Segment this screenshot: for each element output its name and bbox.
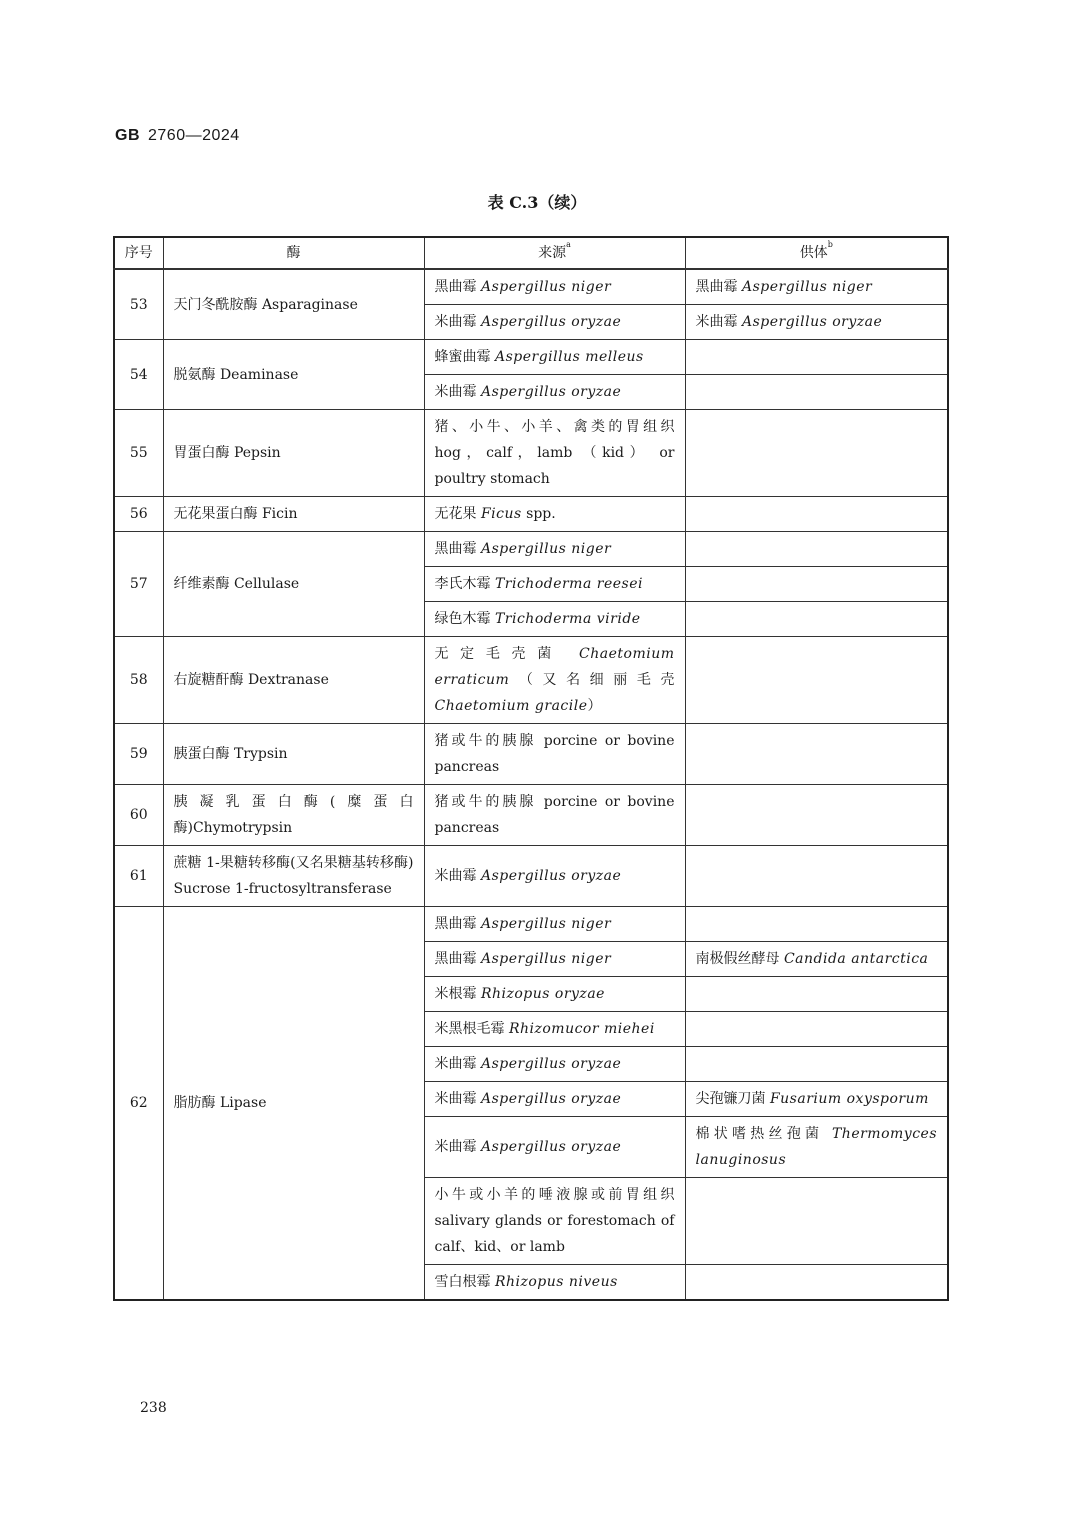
cell-source: 黑曲霉 Aspergillus niger — [424, 269, 685, 305]
cell-source: 米黑根毛霉 Rhizomucor miehei — [424, 1012, 685, 1047]
cell-donor: 米曲霉 Aspergillus oryzae — [685, 305, 948, 340]
cell-number: 55 — [114, 410, 163, 497]
cell-enzyme: 胰蛋白酶 Trypsin — [163, 724, 424, 785]
cell-enzyme: 纤维素酶 Cellulase — [163, 532, 424, 637]
cell-donor — [685, 497, 948, 532]
cell-source: 米曲霉 Aspergillus oryzae — [424, 1047, 685, 1082]
cell-enzyme: 胃蛋白酶 Pepsin — [163, 410, 424, 497]
table-row — [114, 532, 948, 567]
cell-enzyme: 无花果蛋白酶 Ficin — [163, 497, 424, 532]
cell-source: 黑曲霉 Aspergillus niger — [424, 532, 685, 567]
standard-code: GB — [115, 127, 140, 144]
cell-number: 53 — [114, 269, 163, 340]
cell-number: 60 — [114, 785, 163, 846]
cell-donor — [685, 567, 948, 602]
cell-donor — [685, 340, 948, 375]
table-row — [114, 907, 948, 942]
cell-donor: 棉状嗜热丝孢菌 Thermomyces lanuginosus — [685, 1117, 948, 1178]
cell-source: 雪白根霉 Rhizopus niveus — [424, 1265, 685, 1301]
cell-enzyme: 右旋糖酐酶 Dextranase — [163, 637, 424, 724]
cell-source: 米曲霉 Aspergillus oryzae — [424, 1082, 685, 1117]
table-row — [114, 410, 948, 497]
cell-donor — [685, 1012, 948, 1047]
table-row — [114, 497, 948, 532]
cell-source: 蜂蜜曲霉 Aspergillus melleus — [424, 340, 685, 375]
table-row — [114, 846, 948, 907]
cell-source: 米曲霉 Aspergillus oryzae — [424, 375, 685, 410]
cell-donor — [685, 375, 948, 410]
cell-donor — [685, 724, 948, 785]
table-row — [114, 340, 948, 375]
cell-donor: 南极假丝酵母 Candida antarctica — [685, 942, 948, 977]
col-header-enzyme: 酶 — [163, 237, 424, 269]
cell-enzyme: 脂肪酶 Lipase — [163, 907, 424, 1301]
cell-donor — [685, 846, 948, 907]
cell-source: 猪、小牛、小羊、禽类的胃组织 hog，calf，lamb （kid） or poultry stomach — [424, 410, 685, 497]
cell-donor — [685, 1178, 948, 1265]
standard-header — [115, 127, 240, 145]
cell-enzyme: 蔗糖 1-果糖转移酶(又名果糖基转移酶) Sucrose 1-fructosyltransferase — [163, 846, 424, 907]
cell-donor: 黑曲霉 Aspergillus niger — [685, 269, 948, 305]
table-row — [114, 637, 948, 724]
cell-number: 54 — [114, 340, 163, 410]
cell-source: 李氏木霉 Trichoderma reesei — [424, 567, 685, 602]
cell-number: 58 — [114, 637, 163, 724]
cell-source: 米根霉 Rhizopus oryzae — [424, 977, 685, 1012]
cell-number: 57 — [114, 532, 163, 637]
cell-number: 56 — [114, 497, 163, 532]
cell-source: 小牛或小羊的唾液腺或前胃组织 salivary glands or forestomach of calf、kid、or lamb — [424, 1178, 685, 1265]
cell-enzyme: 天门冬酰胺酶 Asparaginase — [163, 269, 424, 340]
cell-donor: 尖孢镰刀菌 Fusarium oxysporum — [685, 1082, 948, 1117]
cell-source: 黑曲霉 Aspergillus niger — [424, 907, 685, 942]
cell-donor — [685, 977, 948, 1012]
table-row — [114, 724, 948, 785]
cell-donor — [685, 410, 948, 497]
cell-number: 59 — [114, 724, 163, 785]
cell-number: 62 — [114, 907, 163, 1301]
table-header-row — [114, 237, 948, 269]
standard-number: 2760—2024 — [148, 127, 240, 144]
cell-source: 猪或牛的胰腺 porcine or bovine pancreas — [424, 785, 685, 846]
cell-source: 无花果 Ficus spp. — [424, 497, 685, 532]
cell-source: 绿色木霉 Trichoderma viride — [424, 602, 685, 637]
table-row — [114, 269, 948, 305]
cell-donor — [685, 1047, 948, 1082]
enzyme-table — [113, 236, 949, 1301]
table-row — [114, 785, 948, 846]
cell-number: 61 — [114, 846, 163, 907]
cell-donor — [685, 1265, 948, 1301]
col-header-no: 序号 — [114, 237, 163, 269]
cell-enzyme: 脱氨酶 Deaminase — [163, 340, 424, 410]
cell-source: 米曲霉 Aspergillus oryzae — [424, 846, 685, 907]
table-title: 表 C.3（续） — [487, 193, 587, 212]
cell-enzyme: 胰凝乳蛋白酶(糜蛋白酶)Chymotrypsin — [163, 785, 424, 846]
cell-donor — [685, 532, 948, 567]
col-header-donor: 供体$^b$ — [685, 237, 948, 269]
cell-source: 黑曲霉 Aspergillus niger — [424, 942, 685, 977]
cell-source: 猪或牛的胰腺 porcine or bovine pancreas — [424, 724, 685, 785]
page-number: 238 — [140, 1400, 167, 1416]
cell-donor — [685, 637, 948, 724]
col-header-source: 来源$^a$ — [424, 237, 685, 269]
cell-donor — [685, 785, 948, 846]
cell-source: 无定毛壳菌 Chaetomium erraticum（又名细丽毛壳 Chaetomium gracile） — [424, 637, 685, 724]
cell-source: 米曲霉 Aspergillus oryzae — [424, 305, 685, 340]
cell-source: 米曲霉 Aspergillus oryzae — [424, 1117, 685, 1178]
cell-donor — [685, 602, 948, 637]
cell-donor — [685, 907, 948, 942]
